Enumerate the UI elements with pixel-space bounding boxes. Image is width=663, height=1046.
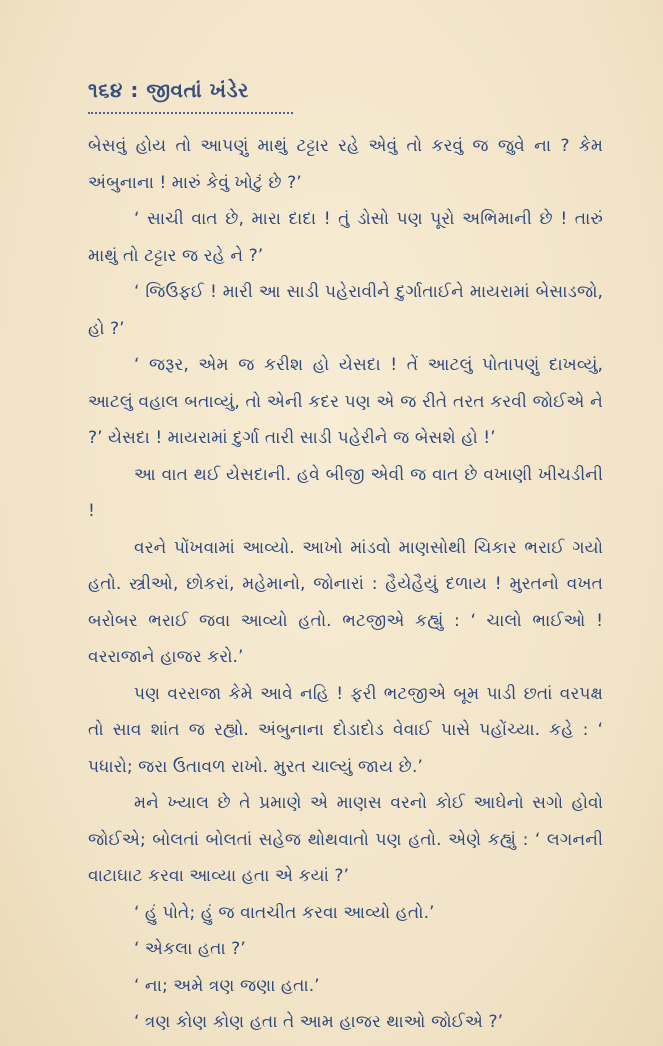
paragraph: વરને પોંખવામાં આવ્યો. આખો માંડવો માણસોથી ચિકાર ભરાઈ ગયો હતો. સ્ત્રીઓ, છોકરાં, મહેમાનો, જોનારાં : હૈયેહૈયું દળાય ! મુરતનો વખત બરોબર ભરાઈ જવા આવ્યો હતો. ભટજીએ કહ્યું : ‘ ચાલો ભાઈઓ ! વરરાજાને હાજર કરો.’: [88, 537, 603, 667]
running-head: ૧૬૪ : જીવતાં ખંડેર: [88, 78, 249, 102]
paragraph: આ વાત થઈ યેસદાની. હવે બીજી એવી જ વાત છે વખાણી ખીચડીની !: [88, 464, 603, 521]
paragraph: ‘ સાચી વાત છે, મારા દાદા ! તું ડોસો પણ પૂરો અભિમાની છે ! તારું માથું તો ટટ્ટાર જ રહે ને ?’: [88, 209, 603, 266]
paragraph: મને ખ્યાલ છે તે પ્રમાણે એ માણસ વરનો કોઈ આઘેનો સગો હોવો જોઈએ; બોલતાં બોલતાં સહેજ થોથવાતો પણ હતો. એણે કહ્યું : ‘ લગનની વાટાઘાટ કરવા આવ્યા હતા એ કયાં ?’: [88, 793, 603, 886]
paragraph: ‘ જિઉફઈ ! મારી આ સાડી પહેરાવીને દુર્ગાતાઈને માયરામાં બેસાડજો, હો ?’: [88, 282, 603, 339]
paragraph: બેસવું હોય તો આપણું માથું ટટ્ટાર રહે એવું તો કરવું જ જુવે ના ? કેમ અંબુનાના ! મારું કેવું ખોટું છે ?’: [88, 136, 603, 193]
paragraph: ‘ ત્રણ કોણ કોણ હતા તે આમ હાજર થાઓ જોઈએ ?’: [134, 1012, 504, 1032]
paragraph: ‘ જરૂર, એમ જ કરીશ હો યેસદા ! તેં આટલું પોતાપણું દાખવ્યું, આટલું વહાલ બતાવ્યું, તો એની કદર પણ એ જ રીતે તરત કરવી જોઈએ ને ?’ યેસદા ! માયરામાં દુર્ગા તારી સાડી પહેરીને જ બેસશે હો !’: [88, 355, 603, 448]
running-head-rule: [88, 106, 293, 114]
paragraph: ‘ ના; અમે ત્રણ જણા હતા.’: [134, 975, 320, 996]
paragraph: ‘ હું પોતે; હું જ વાતચીત કરવા આવ્યો હતો.’: [134, 902, 435, 923]
paragraph: ‘ એકલા હતા ?’: [134, 939, 246, 959]
paragraph: પણ વરરાજા કેમે આવે નહિ ! ફરી ભટજીએ બૂમ પાડી છતાં વરપક્ષ તો સાવ શાંત જ રહ્યો. અંબુનાના દોડાદોડ વેવાઈ પાસે પહોંચ્યા. કહે : ‘ પધારો; જરા ઉતાવળ રાખો. મુરત ચાલ્યું જાય છે.’: [88, 683, 603, 777]
